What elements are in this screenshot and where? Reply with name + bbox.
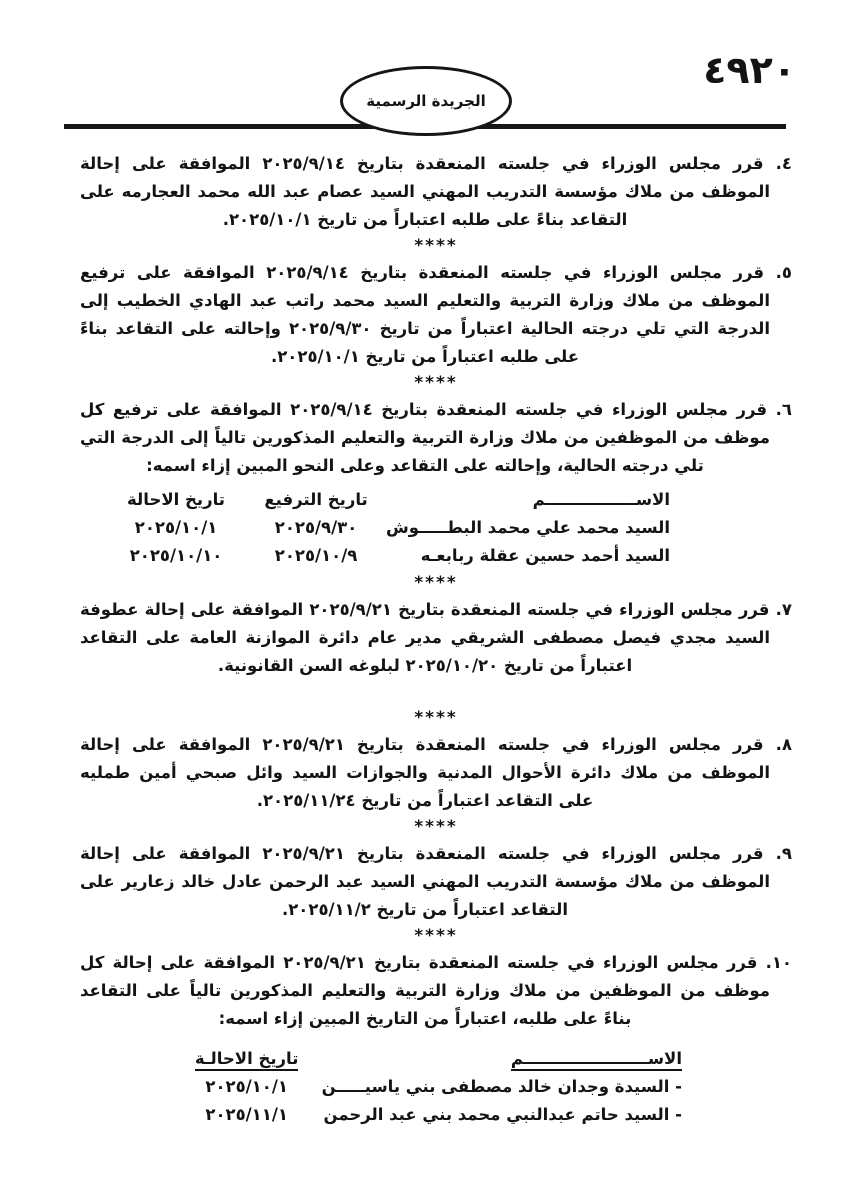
decision-7-number: ٧. (775, 600, 792, 619)
decisions-list (0, 142, 850, 1129)
employee-name: السيد محمد علي محمد البطـــــوش (386, 518, 670, 537)
page-number: ٤٩٢٠ (703, 48, 796, 92)
referral-date: ٢٠٢٥/١٠/١ (134, 518, 218, 537)
decision-4 (80, 150, 792, 234)
promotion-table (106, 486, 670, 570)
section-separator: **** (414, 573, 458, 593)
decision-10-text: قرر مجلس الوزراء في جلسته المنعقدة بتاريخ ٢٠٢٥/٩/٢١ الموافقة على إحالة كل موظف من الموظفين من ملاك وزارة التربية والتعليم المذكورين تالياً على التقاعد بناءً على طلبه، اعتباراً من التاريخ المبين إزاء اسمه: (80, 953, 770, 1028)
section-separator: **** (414, 708, 458, 728)
decision-5-text: قرر مجلس الوزراء في جلسته المنعقدة بتاريخ ٢٠٢٥/٩/١٤ الموافقة على ترفيع الموظف من ملاك وزارة التربية والتعليم السيد محمد راتب عبد الهادي الخطيب إلى الدرجة التي تلي درجته الحالية اعتباراً من تاريخ ٢٠٢٥/٩/٣٠ وإحالته على التقاعد بناءً على طلبه اعتباراً من تاريخ ٢٠٢٥/١٠/١. (80, 263, 770, 366)
section-separator: **** (414, 926, 458, 946)
section-separator: **** (414, 236, 458, 256)
employee-name: - السيدة وجدان خالد مصطفى بني ياسيـــــن (321, 1077, 682, 1096)
retirement-table-header-row (172, 1045, 682, 1073)
decision-8 (80, 731, 792, 815)
decision-9 (80, 840, 792, 924)
decision-4-number: ٤. (775, 154, 792, 173)
decision-4-text: قرر مجلس الوزراء في جلسته المنعقدة بتاريخ ٢٠٢٥/٩/١٤ الموافقة على إحالة الموظف من ملاك مؤسسة التدريب المهني السيد عصام عبد الله محمد العجارمه على التقاعد بناءً على طلبه اعتباراً من تاريخ ٢٠٢٥/١٠/١. (80, 154, 770, 229)
decision-6-text: قرر مجلس الوزراء في جلسته المنعقدة بتاريخ ٢٠٢٥/٩/١٤ الموافقة على ترفيع كل موظف من الموظفين من ملاك وزارة التربية والتعليم المذكورين تالياً إلى الدرجة التي تلي درجته الحالية، وإحالته على التقاعد وعلى النحو المبين إزاء اسمه: (80, 400, 770, 475)
promotion-table-header-row (106, 486, 670, 514)
decision-9-text: قرر مجلس الوزراء في جلسته المنعقدة بتاريخ ٢٠٢٥/٩/٢١ الموافقة على إحالة الموظف من ملاك مؤسسة التدريب المهني السيد عبد الرحمن عادل خالد زعارير على التقاعد اعتباراً من تاريخ ٢٠٢٥/١١/٢. (80, 844, 770, 919)
table-row (106, 542, 670, 570)
table-row (172, 1101, 682, 1129)
section-separator: **** (414, 373, 458, 393)
decision-5-number: ٥. (775, 263, 792, 282)
section-separator: **** (414, 817, 458, 837)
decision-10 (80, 949, 792, 1033)
referral-date: ٢٠٢٥/١١/١ (205, 1105, 288, 1124)
decision-9-number: ٩. (775, 844, 792, 863)
employee-name: - السيد حاتم عبدالنبي محمد بني عبد الرحمن (323, 1105, 682, 1124)
column-header-name (322, 1045, 682, 1073)
retirement-table (172, 1045, 682, 1129)
referral-date: ٢٠٢٥/١٠/١ (205, 1077, 288, 1096)
referral-date: ٢٠٢٥/١٠/١٠ (129, 546, 223, 565)
column-header-name: الاســــــــــــــــم (532, 490, 670, 509)
decision-8-text: قرر مجلس الوزراء في جلسته المنعقدة بتاريخ ٢٠٢٥/٩/٢١ الموافقة على إحالة الموظف من ملاك دائرة الأحوال المدنية والجوازات السيد وائل صبحي أمين طمليه على التقاعد اعتباراً من تاريخ ٢٠٢٥/١١/٢٤. (80, 735, 770, 810)
employee-name: السيد أحمد حسين عقلة ربابعـه (420, 546, 670, 565)
table-row (106, 514, 670, 542)
gazette-title: الجريدة الرسمية (366, 92, 486, 110)
column-header-referral-date: تاريخ الاحالة (127, 490, 225, 509)
decision-8-number: ٨. (775, 735, 792, 754)
decision-5 (80, 259, 792, 371)
promotion-date: ٢٠٢٥/٩/٣٠ (274, 518, 358, 537)
decision-7 (80, 596, 792, 680)
promotion-date: ٢٠٢٥/١٠/٩ (274, 546, 358, 565)
column-header-referral-date-text: تاريخ الاحالـة (195, 1049, 299, 1071)
decision-6 (80, 396, 792, 480)
column-header-promotion-date: تاريخ الترفيع (264, 490, 368, 509)
table-row (172, 1073, 682, 1101)
decision-7-text: قرر مجلس الوزراء في جلسته المنعقدة بتاريخ ٢٠٢٥/٩/٢١ الموافقة على إحالة عطوفة السيد مجدي فيصل مصطفى الشريقي مدير عام دائرة الموازنة العامة على التقاعد اعتباراً من تاريخ ٢٠٢٥/١٠/٢٠ لبلوغه السن القانونية. (80, 600, 770, 675)
page-header (0, 0, 850, 142)
gazette-oval (340, 66, 512, 136)
column-header-referral-date (172, 1045, 322, 1073)
decision-10-number: ١٠. (765, 953, 793, 972)
decision-6-number: ٦. (775, 400, 792, 419)
column-header-name-text: الاســــــــــــــــــــــم (511, 1049, 682, 1071)
